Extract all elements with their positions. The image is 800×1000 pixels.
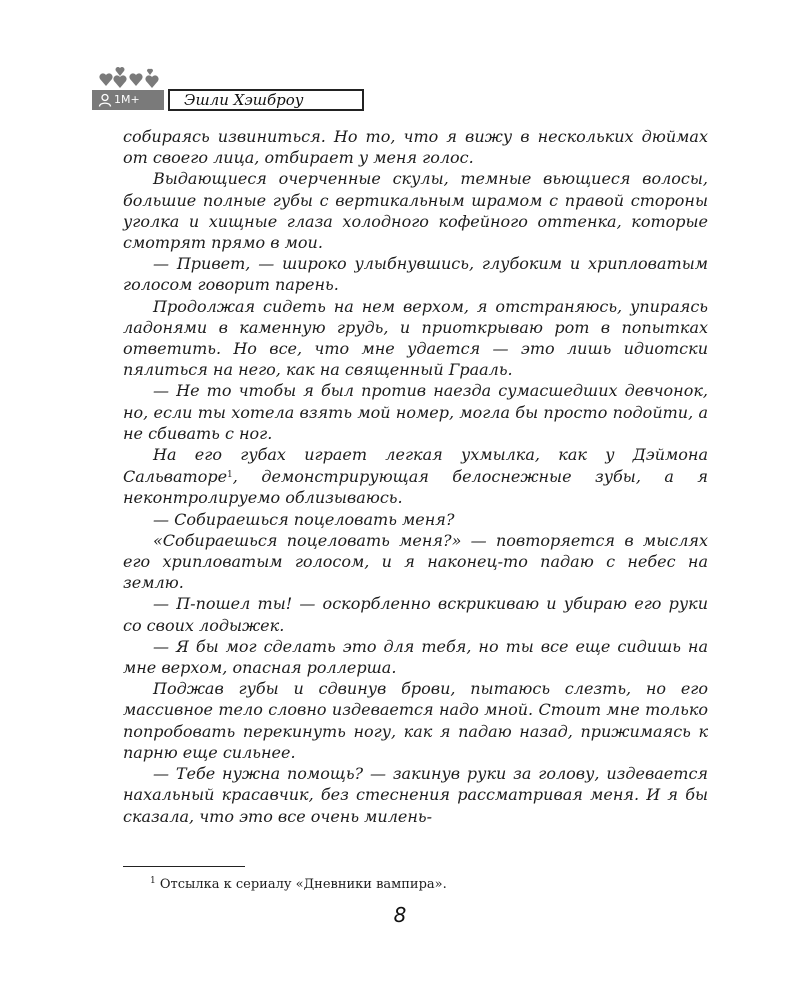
paragraph-text: На его губах играет легкая ухмылка, как у Дэймона Сальваторе [123, 445, 708, 487]
paragraph: Продолжая сидеть на нем верхом, я отстраняюсь, упираясь ладонями в каменную грудь, и приоткрываю рот в попытках ответить. Но все, что мне удается — это лишь идиотски пялиться на него, как на священный Грааль. [123, 296, 708, 380]
readers-badge [92, 90, 164, 110]
book-header [92, 62, 362, 112]
paragraph: — Тебе нужна помощь? — закинув руки за голову, издевается нахальный красавчик, без стеснения рассматривая меня. И я бы сказала, что это все очень милень- [123, 764, 708, 826]
paragraph [123, 444, 708, 509]
paragraph: собираясь извиниться. Но то, что я вижу в нескольких дюймах от своего лица, отбирает у меня голос. [123, 127, 708, 168]
footnote-mark: 1 [150, 876, 156, 886]
hearts-logo-icon [98, 66, 162, 90]
paragraph: — Собираешься поцеловать меня? [153, 509, 455, 529]
paragraph: Поджав губы и сдвинув брови, пытаюсь слезть, но его массивное тело словно издевается надо мной. Стоит мне только попробовать перекинуть ногу, как я падаю назад, прижимаясь к парню еще сильнее. [123, 679, 708, 762]
person-icon [98, 93, 112, 107]
paragraph: — Не то чтобы я был против наезда сумасшедших девчонок, но, если ты хотела взять мой номер, могла бы просто подойти, а не сбивать с ног. [123, 381, 708, 443]
paragraph: «Собираешься поцеловать меня?» — повторяется в мыслях его хрипловатым голосом, и я наконец-то падаю с небес на землю. [123, 530, 708, 593]
page-body-text [123, 126, 708, 827]
footnote-reference: 1 [227, 470, 233, 481]
author-name: Эшли Хэшброу [168, 89, 364, 111]
paragraph: — П-пошел ты! — оскорбленно вскрикиваю и убираю его руки со своих лодыжек. [123, 594, 708, 635]
footnote-divider [123, 866, 245, 867]
badge-text: 1M+ [114, 93, 140, 106]
paragraph-text: , демонстрирующая белоснежные зубы, а я неконтролируемо облизываюсь. [123, 467, 708, 508]
footnote [150, 873, 690, 893]
footnote-text: Отсылка к сериалу «Дневники вампира». [159, 877, 447, 892]
paragraph: — Привет, — широко улыбнувшись, глубоким и хрипловатым голосом говорит парень. [123, 254, 708, 295]
paragraph: Выдающиеся очерченные скулы, темные вьющиеся волосы, большие полные губы с вертикальным шрамом с правой стороны уголка и хищные глаза холодного кофейного оттенка, которые смотрят прямо в мои. [123, 169, 708, 253]
paragraph: — Я бы мог сделать это для тебя, но ты все еще сидишь на мне верхом, опасная роллерша. [123, 636, 708, 678]
page-number: 8 [393, 903, 407, 927]
